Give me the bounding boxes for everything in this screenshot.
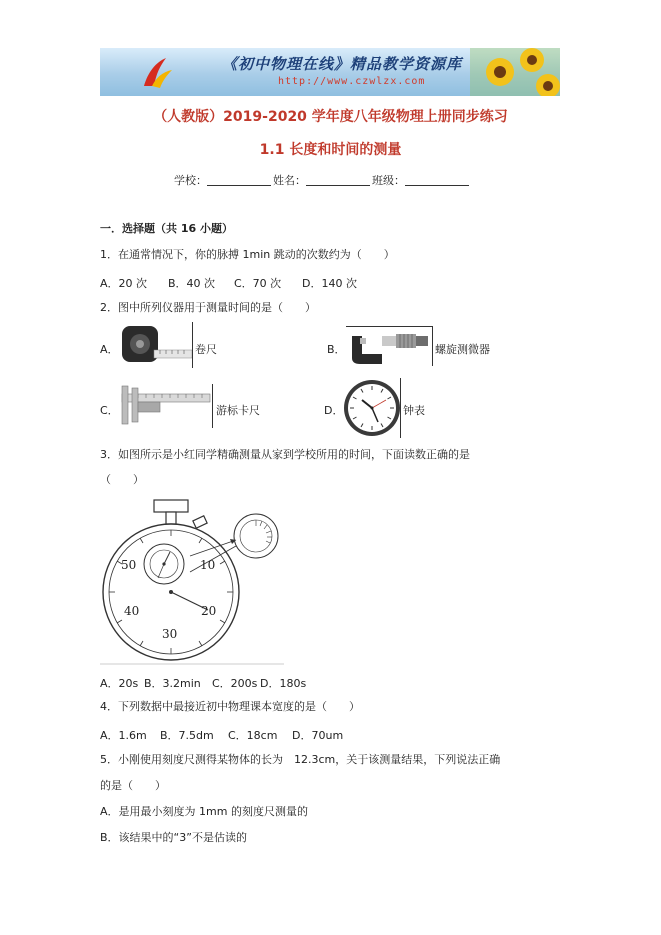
- logo-icon: [136, 52, 178, 94]
- q5-option-b: B．该结果中的“3”不是估读的: [100, 831, 247, 844]
- sunflower-icon: [470, 48, 560, 96]
- q2-text: 2．图中所列仪器用于测量时间的是（ ）: [100, 301, 316, 314]
- q3-text-line2: （ ）: [100, 473, 144, 486]
- q1-option-d: D．140 次: [302, 277, 357, 290]
- banner-title: 《初中物理在线》精品教学资源库: [222, 55, 463, 73]
- banner-url: http://www.czwlzx.com: [278, 76, 426, 87]
- q2-option-a-label: 卷尺: [195, 343, 217, 356]
- page-subtitle: 1.1 长度和时间的测量: [259, 142, 402, 158]
- section-title: 一．选择题（共 16 小题）: [100, 222, 233, 235]
- q1-option-c: C．70 次: [234, 277, 282, 290]
- q1-text: 1．在通常情况下，你的脉搏 1min 跳动的次数约为（ ）: [100, 248, 395, 261]
- q4-option-d: D．70um: [292, 729, 344, 742]
- q2-option-c-letter: C．: [100, 404, 119, 417]
- dial-number-20: 20: [201, 604, 217, 618]
- micrometer-icon: [346, 328, 432, 366]
- q3-option-b: B．3.2min: [144, 677, 201, 690]
- student-info-line: [174, 172, 471, 188]
- q3-option-d: D．180s: [260, 677, 307, 690]
- q4-option-a: A．1.6m: [100, 729, 147, 742]
- q2-c-image-border: [212, 384, 213, 428]
- q2-d-image-border: [400, 378, 401, 438]
- q3-text-line1: 3．如图所示是小红同学精确测量从家到学校所用的时间，下面读数正确的是: [100, 448, 470, 461]
- q3-option-c: C．200s: [212, 677, 258, 690]
- q2-option-b-letter: B．: [327, 343, 346, 356]
- q2-b-image-border: [432, 326, 433, 366]
- q4-option-c: C．18cm: [228, 729, 278, 742]
- stopwatch-diagram: [96, 496, 286, 668]
- q4-text: 4．下列数据中最接近初中物理课本宽度的是（ ）: [100, 700, 360, 713]
- name-blank: [306, 174, 370, 186]
- q2-option-b-label: 螺旋测微器: [435, 343, 490, 356]
- q5-text-line1: 5．小刚使用刻度尺测得某物体的长为 12.3cm，关于该测量结果，下列说法正确: [100, 753, 501, 766]
- class-label: 班级：: [372, 174, 405, 187]
- dial-number-50: 50: [121, 558, 137, 572]
- q1-option-b: B．40 次: [168, 277, 216, 290]
- dial-number-40: 40: [124, 604, 140, 618]
- header-banner: [100, 48, 560, 96]
- q2-b-image-border-top: [346, 326, 432, 327]
- q4-option-b: B．7.5dm: [160, 729, 214, 742]
- q5-text-line2: 的是（ ）: [100, 779, 166, 792]
- tape-measure-icon: [118, 322, 194, 368]
- class-blank: [405, 174, 469, 186]
- name-label: 姓名：: [273, 174, 306, 187]
- school-label: 学校：: [174, 174, 207, 187]
- dial-number-30: 30: [162, 627, 178, 641]
- q5-option-a: A．是用最小刻度为 1mm 的刻度尺测量的: [100, 805, 308, 818]
- q2-a-image-border: [192, 322, 193, 368]
- q1-option-a: A．20 次: [100, 277, 148, 290]
- q2-option-a-letter: A．: [100, 343, 119, 356]
- q3-option-a: A．20s: [100, 677, 139, 690]
- q2-option-d-letter: D．: [324, 404, 344, 417]
- school-blank: [207, 174, 271, 186]
- q2-option-d-label: 钟表: [403, 404, 425, 417]
- page-title: （人教版）2019-2020 学年度八年级物理上册同步练习: [153, 109, 508, 125]
- wall-clock-icon: [342, 378, 402, 438]
- vernier-caliper-icon: [118, 384, 212, 428]
- dial-number-10: 10: [200, 558, 216, 572]
- q2-option-c-label: 游标卡尺: [216, 404, 260, 417]
